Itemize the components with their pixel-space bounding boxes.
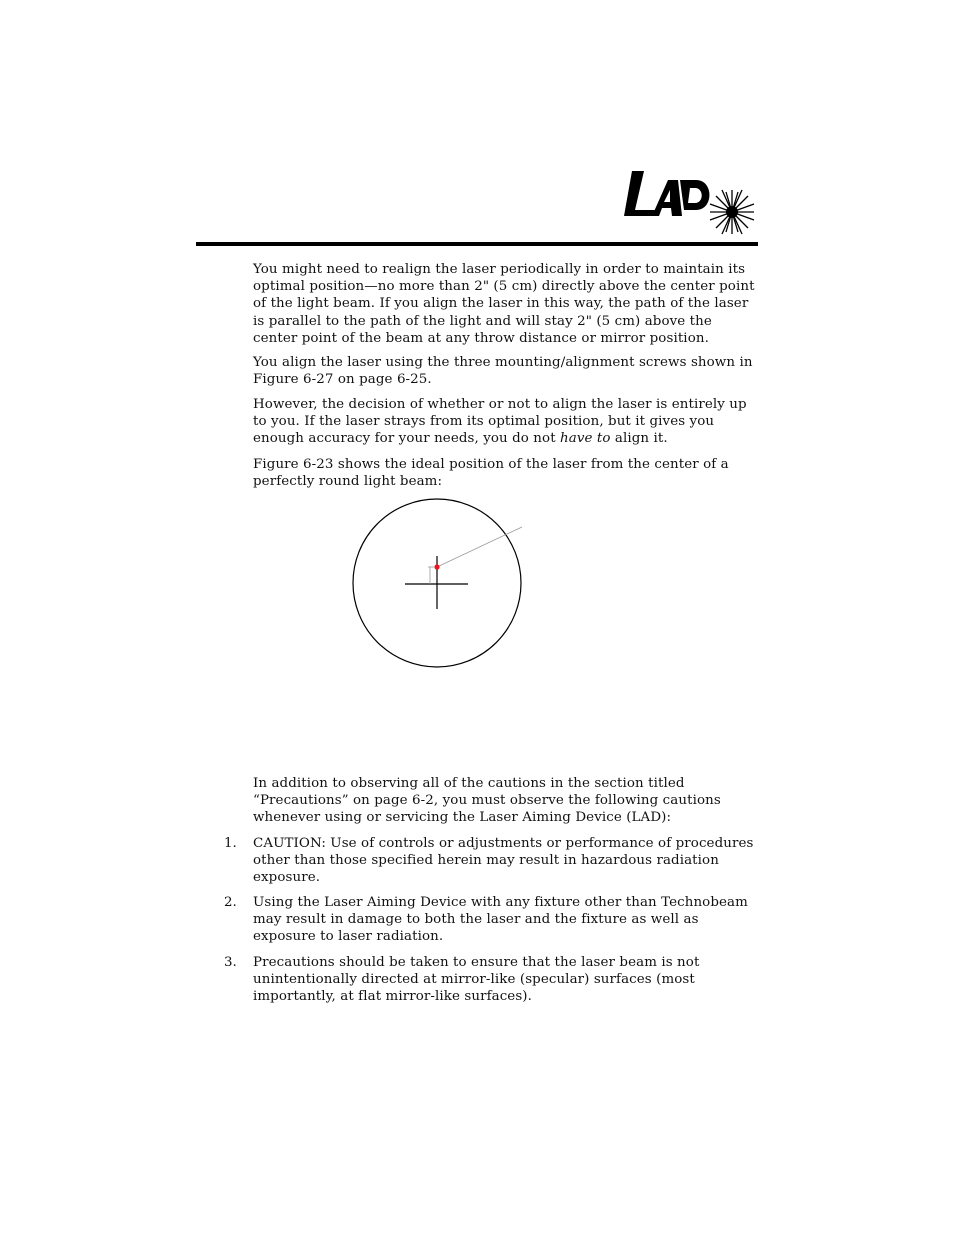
caution-item-1 bbox=[253, 835, 758, 887]
caution-text-3: Precautions should be taken to ensure that the laser beam is not unintentionally directed at mirror-like (specular) surfaces (most importantly, at flat mirror-like surfaces). bbox=[253, 955, 700, 1005]
header-rule bbox=[196, 242, 758, 246]
beam-diagram bbox=[340, 490, 540, 680]
intro-paragraph-2 bbox=[253, 354, 758, 388]
leader-line bbox=[437, 527, 522, 567]
intro-text-3b: align it. bbox=[610, 431, 668, 447]
caution-item-2 bbox=[253, 894, 758, 946]
caution-number-2: 2. bbox=[224, 895, 237, 910]
lad-logo-icon bbox=[622, 166, 756, 242]
cautions-intro-text: In addition to observing all of the cautions in the section titled “Precautions” on page 6-2, you must observe the following cautions whenever using or servicing the Laser Aiming Device (LAD): bbox=[253, 776, 721, 826]
intro-text-1: You might need to realign the laser periodically in order to maintain its optimal position—no more than 2" (5 cm) directly above the center point of the light beam. If you align the laser in this way, the path of the laser is parallel to the path of the light and will stay 2" (5 cm) above the center point of the beam at any throw distance or mirror position. bbox=[253, 262, 755, 346]
crosshair-icon bbox=[405, 556, 468, 609]
caution-number-1: 1. bbox=[224, 836, 237, 851]
caution-item-3 bbox=[253, 954, 758, 1006]
offset-marker bbox=[428, 567, 434, 584]
caution-text-1: CAUTION: Use of controls or adjustments or performance of procedures other than those specified herein may result in hazardous radiation exposure. bbox=[253, 836, 754, 886]
caution-number-3: 3. bbox=[224, 955, 237, 970]
laser-dot-icon bbox=[434, 564, 439, 569]
intro-text-3-emphasis: have to bbox=[560, 431, 611, 447]
intro-paragraph-1 bbox=[253, 261, 758, 347]
intro-text-4: Figure 6-23 shows the ideal position of the laser from the center of a perfectly round light beam: bbox=[253, 457, 729, 490]
intro-text-3a: However, the decision of whether or not to align the laser is entirely up to you. If the laser strays from its optimal position, but it gives you enough accuracy for your needs, you do not bbox=[253, 397, 747, 447]
intro-text-2: You align the laser using the three mounting/alignment screws shown in Figure 6-27 on page 6-25. bbox=[253, 355, 753, 388]
cautions-intro bbox=[253, 775, 758, 827]
caution-text-2: Using the Laser Aiming Device with any fixture other than Technobeam may result in damage to both the laser and the fixture as well as exposure to laser radiation. bbox=[253, 895, 748, 945]
intro-paragraph-4 bbox=[253, 456, 758, 490]
intro-paragraph-3 bbox=[253, 396, 758, 448]
